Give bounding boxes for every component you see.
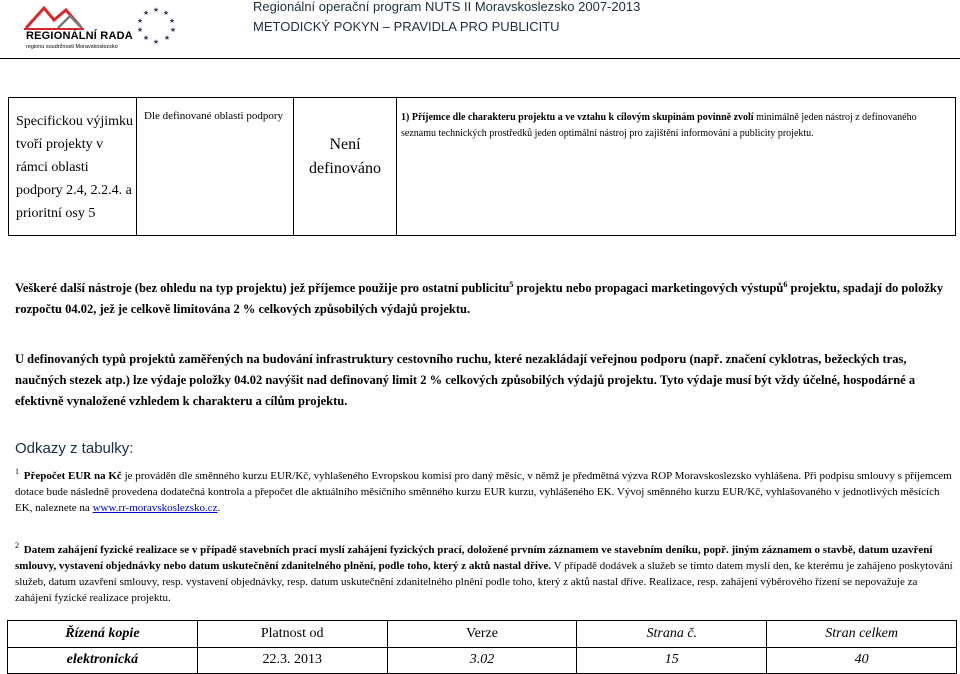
paragraph-other-tools-part1: Veškeré další nástroje (bez ohledu na typ projektu) jež příjemce použije pro ostatní publicitu bbox=[15, 281, 510, 295]
svg-text:★: ★ bbox=[163, 34, 171, 42]
page-header bbox=[0, 0, 960, 60]
svg-text:★: ★ bbox=[142, 34, 150, 42]
table-cell-limit bbox=[294, 98, 397, 236]
version-label: Verze bbox=[387, 621, 577, 648]
paragraph-other-tools-part3: projektu, spadají do položky rozpočtu 04.02, jež je celkově limitována 2 % celkových způsobilých výdajů projektu. bbox=[15, 281, 944, 316]
footnote-2-bold: Datem zahájení fyzické realizace se v případě stavebních prací myslí zahájení fyzických prací, doložené prvním záznamem ve stavebním deníku, popř. jiným záznamem o stavbě, datum uzavření smlouvy, vystavení objednávky nebo datum uskutečnění zdanitelného plnění, podle toho, který z aktů nastal dříve. bbox=[15, 544, 933, 572]
area-text: Dle definované oblasti podpory bbox=[144, 110, 283, 122]
footnote-1-bold: Přepočet EUR na Kč bbox=[23, 470, 122, 482]
logo-name: REGIONÁLNÍ RADA bbox=[26, 30, 133, 42]
logo-subtitle: regionu soudržnosti Moravskoslezsko bbox=[26, 44, 118, 50]
paragraph-other-tools bbox=[15, 278, 950, 320]
total-pages-label: Stran celkem bbox=[767, 621, 957, 648]
svg-text:★: ★ bbox=[136, 26, 144, 34]
svg-text:★: ★ bbox=[162, 9, 170, 17]
total-pages-value: 40 bbox=[767, 647, 957, 674]
footnote-1-end: . bbox=[217, 502, 221, 514]
table-row bbox=[8, 621, 957, 648]
table-row bbox=[9, 98, 956, 236]
limit-text bbox=[294, 133, 396, 181]
footnote-1-number: 1 bbox=[15, 467, 19, 476]
regional-council-logo bbox=[22, 4, 133, 50]
requirement-rest: minimálně jeden nástroj z definovaného seznamu technických prostředků jeden optimální nástroj pro zajištění informování a publicity projektu. bbox=[401, 112, 917, 139]
svg-text:★: ★ bbox=[142, 9, 150, 17]
limit-line2: definováno bbox=[309, 160, 381, 177]
page-number-value: 15 bbox=[577, 647, 767, 674]
svg-text:★: ★ bbox=[168, 17, 176, 25]
svg-text:★: ★ bbox=[152, 38, 160, 46]
page-number-label: Strana č. bbox=[577, 621, 767, 648]
header-subtitle: METODICKÝ POKYN – PRAVIDLA PRO PUBLICITU bbox=[253, 19, 560, 34]
publicity-rules-table bbox=[8, 97, 956, 236]
footnote-ref-6: 6 bbox=[783, 279, 788, 289]
table-cell-area bbox=[137, 98, 294, 236]
eu-stars-icon bbox=[136, 6, 176, 48]
requirement-lead: 1) Příjemce dle charakteru projektu a ve vztahu k cílovým skupinám povinně zvolí bbox=[401, 112, 754, 123]
valid-from-label: Platnost od bbox=[197, 621, 387, 648]
table-cell-scope bbox=[9, 98, 137, 236]
paragraph-other-tools-part2: projektu nebo propagaci marketingových výstupů bbox=[513, 281, 784, 295]
paragraph-infrastructure: U definovaných typů projektů zaměřených na budování infrastruktury cestovního ruchu, které nezakládají veřejnou podporu (např. značení cyklotras, bežeckých tras, naučných stezek atp.) lze výdaje položky 04.02 navýšit nad definovaný limit 2 % celkových způsobilých výdajů projektu. Tyto výdaje musí být vždy účelné, hospodárné a efektivně vynaložené vzhledem k charakteru a cílům projektu. bbox=[15, 352, 916, 408]
footnote-1 bbox=[15, 468, 955, 516]
requirement-text bbox=[401, 110, 949, 142]
table-cell-requirement bbox=[397, 98, 956, 236]
version-value: 3.02 bbox=[387, 647, 577, 674]
footnotes-heading: Odkazy z tabulky: bbox=[15, 440, 134, 457]
document-control-table bbox=[7, 620, 957, 674]
controlled-copy-label: Řízená kopie bbox=[8, 621, 198, 648]
header-title: Regionální operační program NUTS II Moravskoslezsko 2007-2013 bbox=[253, 0, 641, 14]
footnote-1-text: je prováděn dle směnného kurzu EUR/Kč, vyhlašeného Evropskou komisí pro daný měsíc, v němž je předmětná výzva ROP Moravskoslezsko vyhlášena. Při podpisu smlouvy s příjemcem dotace bude následně provedena dodatečná kontrola a přepočet dle aktuálního měsíčního směnného kurzu EUR kurzu, vyhlášeného EK. Vývoj směnného kurzu EUR/Kč, vyhlašovaného v jednotlivých měsících EK, naleznete na bbox=[15, 470, 952, 514]
svg-text:★: ★ bbox=[136, 17, 144, 25]
valid-from-value: 22.3. 2013 bbox=[197, 647, 387, 674]
scope-text: Specifickou výjimku tvoří projekty v rámci oblasti podpory 2.4, 2.2.4. a prioritní osy 5 bbox=[16, 114, 134, 221]
footnote-2 bbox=[15, 542, 955, 606]
rr-moravskoslezsko-link[interactable]: www.rr-moravskoslezsko.cz bbox=[92, 502, 218, 514]
footnote-2-number: 2 bbox=[15, 541, 19, 550]
controlled-copy-value: elektronická bbox=[8, 647, 198, 674]
footnote-ref-5: 5 bbox=[509, 279, 514, 289]
footnote-2-text: V případě dodávek a služeb se tímto datem myslí den, ke kterému je zahájeno poskytování služeb, datum uzavření smlouvy, resp. vystavení objednávky, resp. datum uskutečnění zdanitelného plnění podle toho, který z aktů nastal dříve. Realizace, resp. zahájení výběrového řízení se nepovažuje za zahájení fyzické realizace projektu. bbox=[15, 560, 953, 604]
svg-text:★: ★ bbox=[169, 26, 176, 34]
limit-line1: Není bbox=[329, 136, 361, 153]
svg-text:★: ★ bbox=[152, 6, 160, 14]
table-row bbox=[8, 647, 957, 674]
header-divider bbox=[0, 58, 960, 59]
regional-council-logo-mark bbox=[22, 4, 118, 32]
